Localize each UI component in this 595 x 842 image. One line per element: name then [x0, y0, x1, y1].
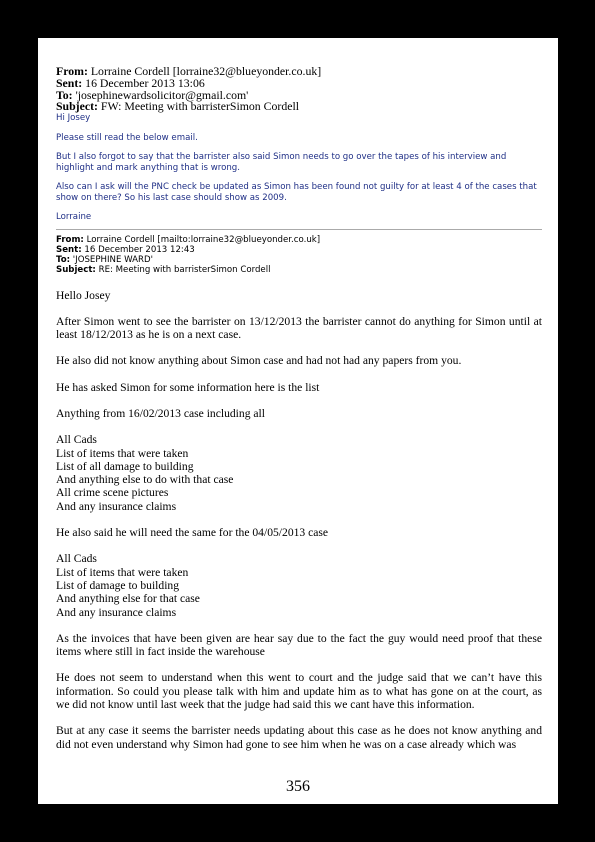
forward-to: To: 'josephinewardsolicitor@gmail.com' — [56, 87, 249, 102]
forward-from: From: Lorraine Cordell [lorraine32@blueyonder.co.uk] — [56, 64, 322, 78]
list-item: And anything else for that case — [56, 592, 200, 606]
forward-sent: Sent: 16 December 2013 13:06 — [56, 75, 205, 90]
list-item: All Cads — [56, 552, 97, 566]
list-item: And any insurance claims — [56, 499, 177, 513]
list-item: All crime scene pictures — [56, 486, 169, 500]
original-from: From: Lorraine Cordell [mailto:lorraine32@blueyonder.co.uk] — [56, 234, 321, 245]
original-to: To: 'JOSEPHINE WARD' — [56, 255, 153, 266]
items-list-1 — [56, 433, 542, 513]
body-paragraph: After Simon went to see the barrister on 13/12/2013 the barrister cannot do anything for Simon until at least 18/12/2013 as he is on a next case. — [56, 314, 542, 342]
list-item: List of items that were taken — [56, 565, 189, 579]
list-item: All Cads — [56, 433, 97, 447]
original-body — [56, 289, 542, 751]
original-subject: Subject: RE: Meeting with barristerSimon Cordell — [56, 265, 271, 276]
list-item: And anything else to do with that case — [56, 473, 234, 487]
forward-header — [56, 66, 542, 113]
body-paragraph: He also said he will need the same for the 04/05/2013 case — [56, 526, 329, 540]
body-paragraph: He has asked Simon for some information here is the list — [56, 380, 320, 394]
body-paragraph: But at any case it seems the barrister needs updating about this case as he does not know anything and did not even understand why Simon had gone to see him when he was on a case already which was — [56, 724, 542, 751]
original-header — [56, 235, 542, 276]
list-item: List of all damage to building — [56, 459, 194, 473]
body-paragraph: As the invoices that have been given are hear say due to the fact the guy would need proof that these items where still in fact inside the warehouse — [56, 631, 542, 659]
page-number: 356 — [286, 778, 310, 795]
forward-paragraph: Please still read the below email. — [56, 132, 198, 143]
list-item: List of items that were taken — [56, 446, 189, 460]
forward-greeting: Hi Josey — [56, 113, 91, 124]
forward-paragraph: Also can I ask will the PNC check be updated as Simon has been found not guilty for at least 4 of the cases that show on there? So his last case should show as 2009. — [56, 182, 537, 203]
document-page — [38, 38, 558, 804]
list-item: List of damage to building — [56, 578, 180, 592]
forward-paragraph: But I also forgot to say that the barrister also said Simon needs to go over the tapes of his interview and highlight and mark anything that is wrong. — [56, 152, 507, 173]
forward-signature: Lorraine — [56, 212, 92, 223]
body-paragraph: He also did not know anything about Simon case and had not had any papers from you. — [56, 354, 462, 368]
header-divider — [56, 229, 542, 230]
list-item: And any insurance claims — [56, 605, 177, 619]
forward-subject: Subject: FW: Meeting with barristerSimon Cordell — [56, 99, 300, 114]
forward-body — [56, 113, 542, 223]
items-list-2 — [56, 552, 542, 618]
email-content — [56, 66, 542, 764]
body-paragraph: He does not seem to understand when this went to court and the judge said that we can’t have this information. So could you please talk with him and update him as to what has gone on at the court, as we did not know until last week that the judge had said this we cant have this information. — [56, 671, 542, 712]
greeting: Hello Josey — [56, 288, 111, 302]
body-paragraph: Anything from 16/02/2013 case including all — [56, 406, 265, 420]
original-sent: Sent: 16 December 2013 12:43 — [56, 244, 195, 255]
